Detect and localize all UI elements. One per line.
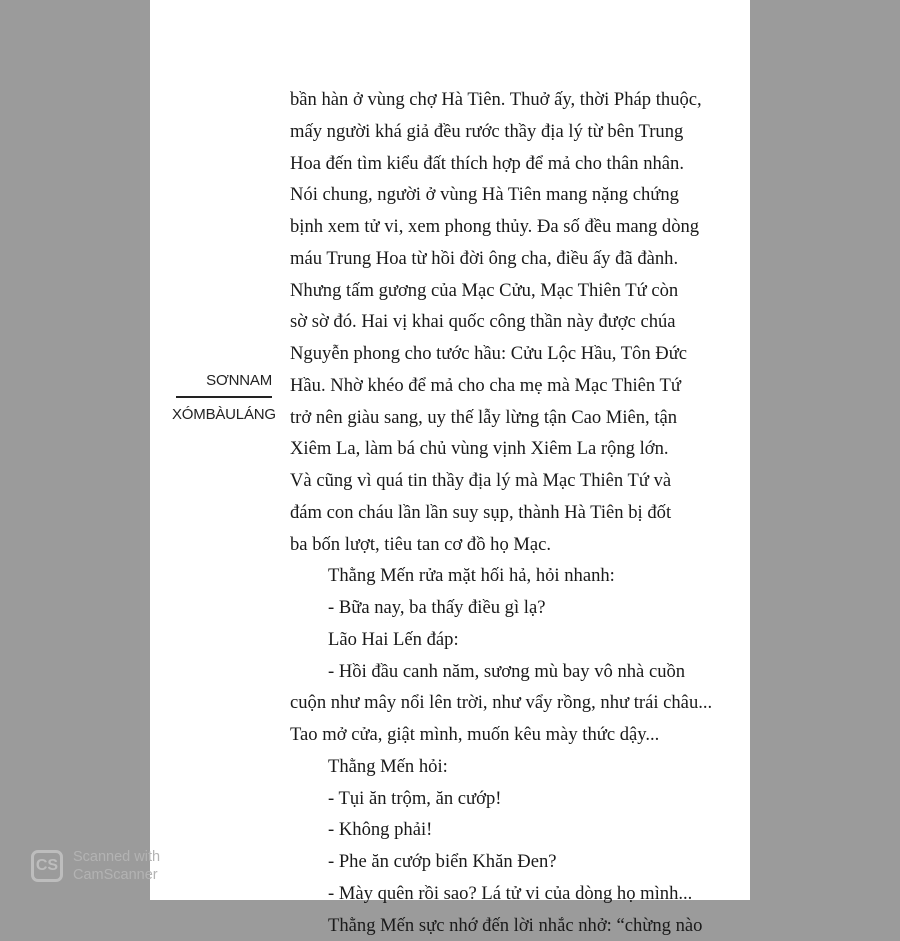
text-line: bịnh xem tử vi, xem phong thủy. Đa số đều mang dòng xyxy=(290,211,696,243)
camscanner-logo-icon: CS xyxy=(31,850,63,882)
text-line: máu Trung Hoa từ hồi đời ông cha, điều ấy đã đành. xyxy=(290,243,696,275)
text-line: Xiêm La, làm bá chủ vùng vịnh Xiêm La rộng lớn. xyxy=(290,433,696,465)
text-line: mấy người khá giả đều rước thầy địa lý từ bên Trung xyxy=(290,116,696,148)
text-line: Hầu. Nhờ khéo để mả cho cha mẹ mà Mạc Thiên Tứ xyxy=(290,370,696,402)
text-line: - Mày quên rồi sao? Lá tử vi của dòng họ mình... xyxy=(290,878,696,910)
text-line: Nguyễn phong cho tước hầu: Cửu Lộc Hầu, Tôn Đức xyxy=(290,338,696,370)
text-line: Thằng Mến sực nhớ đến lời nhắc nhở: “chừng nào xyxy=(290,910,696,941)
text-line: Thằng Mến rửa mặt hối hả, hỏi nhanh: xyxy=(290,560,696,592)
running-header-title: XÓMBÀULÁNG xyxy=(172,406,272,423)
text-line: Lão Hai Lến đáp: xyxy=(290,624,696,656)
text-line: bần hàn ở vùng chợ Hà Tiên. Thuở ấy, thời Pháp thuộc, xyxy=(290,84,696,116)
text-line: Nhưng tấm gương của Mạc Cửu, Mạc Thiên Tứ còn xyxy=(290,275,696,307)
text-line: Và cũng vì quá tin thầy địa lý mà Mạc Thiên Tứ và xyxy=(290,465,696,497)
body-text xyxy=(290,84,696,941)
running-header-rule xyxy=(176,396,272,398)
text-line: trở nên giàu sang, uy thế lẫy lừng tận Cao Miên, tận xyxy=(290,402,696,434)
text-line: ba bốn lượt, tiêu tan cơ đồ họ Mạc. xyxy=(290,529,696,561)
text-line: - Hồi đầu canh năm, sương mù bay vô nhà cuồn xyxy=(290,656,696,688)
text-line: Hoa đến tìm kiểu đất thích hợp để mả cho thân nhân. xyxy=(290,148,696,180)
text-line: Thằng Mến hỏi: xyxy=(290,751,696,783)
text-line: - Bữa nay, ba thấy điều gì lạ? xyxy=(290,592,696,624)
text-line: Tao mở cửa, giật mình, muốn kêu mày thức dậy... xyxy=(290,719,696,751)
text-line: sờ sờ đó. Hai vị khai quốc công thần này được chúa xyxy=(290,306,696,338)
book-page xyxy=(150,0,750,900)
camscanner-watermark xyxy=(31,848,160,884)
text-line: Nói chung, người ở vùng Hà Tiên mang nặng chứng xyxy=(290,179,696,211)
text-line: cuộn như mây nổi lên trời, như vẩy rồng, như trái châu... xyxy=(290,687,696,719)
text-line: - Tụi ăn trộm, ăn cướp! xyxy=(290,783,696,815)
text-line: - Phe ăn cướp biển Khăn Đen? xyxy=(290,846,696,878)
camscanner-line-2: CamScanner xyxy=(73,866,160,884)
camscanner-line-1: Scanned with xyxy=(73,848,160,866)
running-header-author: SƠNNAM xyxy=(172,372,272,389)
camscanner-label xyxy=(73,848,160,884)
text-line: đám con cháu lần lần suy sụp, thành Hà Tiên bị đốt xyxy=(290,497,696,529)
text-line: - Không phải! xyxy=(290,814,696,846)
